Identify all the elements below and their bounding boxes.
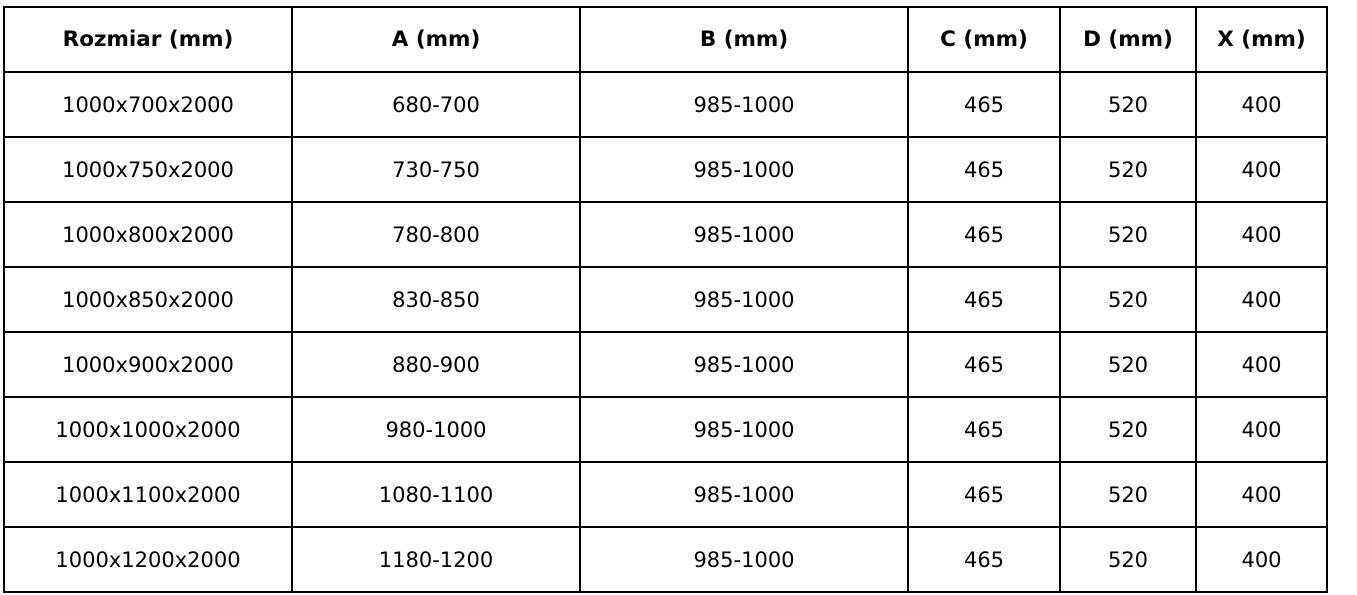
cell-b: 985-1000 (580, 137, 908, 202)
cell-b: 985-1000 (580, 267, 908, 332)
cell-a: 730-750 (292, 137, 580, 202)
dimensions-table (3, 6, 1328, 593)
cell-d: 520 (1060, 462, 1196, 527)
cell-rozmiar: 1000x700x2000 (4, 72, 292, 137)
column-header-d: D (mm) (1060, 7, 1196, 72)
table-row (4, 137, 1327, 202)
cell-rozmiar: 1000x1000x2000 (4, 397, 292, 462)
cell-a: 830-850 (292, 267, 580, 332)
cell-c: 465 (908, 527, 1060, 592)
cell-d: 520 (1060, 332, 1196, 397)
cell-b: 985-1000 (580, 72, 908, 137)
table-row (4, 202, 1327, 267)
cell-x: 400 (1196, 267, 1327, 332)
cell-d: 520 (1060, 202, 1196, 267)
cell-rozmiar: 1000x1200x2000 (4, 527, 292, 592)
cell-b: 985-1000 (580, 202, 908, 267)
cell-b: 985-1000 (580, 527, 908, 592)
cell-a: 880-900 (292, 332, 580, 397)
cell-x: 400 (1196, 462, 1327, 527)
cell-d: 520 (1060, 397, 1196, 462)
cell-x: 400 (1196, 202, 1327, 267)
column-header-rozmiar: Rozmiar (mm) (4, 7, 292, 72)
cell-rozmiar: 1000x900x2000 (4, 332, 292, 397)
cell-x: 400 (1196, 397, 1327, 462)
cell-c: 465 (908, 137, 1060, 202)
cell-x: 400 (1196, 72, 1327, 137)
table-row (4, 527, 1327, 592)
cell-a: 780-800 (292, 202, 580, 267)
cell-a: 1080-1100 (292, 462, 580, 527)
table-header (4, 7, 1327, 72)
cell-c: 465 (908, 332, 1060, 397)
dimensions-table-container (0, 6, 1357, 595)
cell-b: 985-1000 (580, 462, 908, 527)
table-row (4, 267, 1327, 332)
cell-a: 1180-1200 (292, 527, 580, 592)
cell-c: 465 (908, 267, 1060, 332)
cell-b: 985-1000 (580, 397, 908, 462)
cell-c: 465 (908, 462, 1060, 527)
table-row (4, 397, 1327, 462)
cell-x: 400 (1196, 332, 1327, 397)
cell-d: 520 (1060, 267, 1196, 332)
cell-rozmiar: 1000x750x2000 (4, 137, 292, 202)
table-header-row (4, 7, 1327, 72)
cell-rozmiar: 1000x800x2000 (4, 202, 292, 267)
table-row (4, 462, 1327, 527)
cell-rozmiar: 1000x1100x2000 (4, 462, 292, 527)
column-header-b: B (mm) (580, 7, 908, 72)
column-header-a: A (mm) (292, 7, 580, 72)
cell-a: 980-1000 (292, 397, 580, 462)
cell-b: 985-1000 (580, 332, 908, 397)
cell-x: 400 (1196, 527, 1327, 592)
table-body (4, 72, 1327, 592)
cell-d: 520 (1060, 72, 1196, 137)
cell-rozmiar: 1000x850x2000 (4, 267, 292, 332)
column-header-c: C (mm) (908, 7, 1060, 72)
cell-c: 465 (908, 202, 1060, 267)
column-header-x: X (mm) (1196, 7, 1327, 72)
table-row (4, 72, 1327, 137)
table-row (4, 332, 1327, 397)
cell-a: 680-700 (292, 72, 580, 137)
cell-d: 520 (1060, 527, 1196, 592)
cell-c: 465 (908, 72, 1060, 137)
cell-c: 465 (908, 397, 1060, 462)
cell-d: 520 (1060, 137, 1196, 202)
cell-x: 400 (1196, 137, 1327, 202)
